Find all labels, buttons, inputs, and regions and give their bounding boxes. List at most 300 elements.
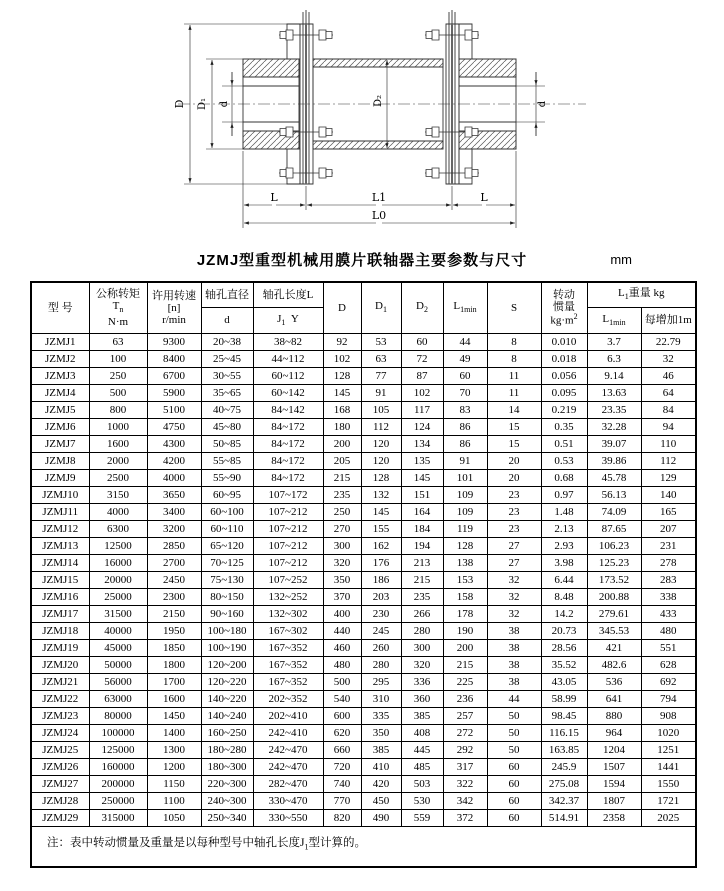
value-cell: 138 xyxy=(443,555,487,572)
value-cell: 194 xyxy=(401,538,443,555)
value-cell: 91 xyxy=(361,385,401,402)
value-cell: 50~85 xyxy=(201,436,253,453)
value-cell: 450 xyxy=(361,793,401,810)
value-cell: 1550 xyxy=(641,776,696,793)
value-cell: 2500 xyxy=(89,470,147,487)
value-cell: 5900 xyxy=(147,385,201,402)
value-cell: 242~470 xyxy=(253,742,323,759)
value-cell: 1807 xyxy=(587,793,641,810)
value-cell: 100000 xyxy=(89,725,147,742)
value-cell: 270 xyxy=(323,521,361,538)
value-cell: 315000 xyxy=(89,810,147,827)
col-header-D2: $D_2$ xyxy=(401,282,443,334)
value-cell: 536 xyxy=(587,674,641,691)
value-cell: 2000 xyxy=(89,453,147,470)
dim-label-L1: L1 xyxy=(371,191,387,204)
value-cell: 60 xyxy=(487,776,541,793)
value-cell: 31500 xyxy=(89,606,147,623)
value-cell: 23.35 xyxy=(587,402,641,419)
table-row xyxy=(31,657,696,674)
value-cell: 2850 xyxy=(147,538,201,555)
value-cell: 2450 xyxy=(147,572,201,589)
value-cell: 15 xyxy=(487,436,541,453)
value-cell: 145 xyxy=(323,385,361,402)
col-header-d: d xyxy=(201,308,253,334)
value-cell: 112 xyxy=(641,453,696,470)
value-cell: 240~300 xyxy=(201,793,253,810)
table-row xyxy=(31,487,696,504)
dim-label-D1: D₁ xyxy=(197,97,208,111)
value-cell: 215 xyxy=(401,572,443,589)
value-cell: 1950 xyxy=(147,623,201,640)
model-cell: JZMJ29 xyxy=(31,810,89,827)
table-row xyxy=(31,691,696,708)
value-cell: 164 xyxy=(401,504,443,521)
value-cell: 38 xyxy=(487,674,541,691)
value-cell: 3400 xyxy=(147,504,201,521)
value-cell: 8 xyxy=(487,334,541,351)
table-row xyxy=(31,742,696,759)
value-cell: 408 xyxy=(401,725,443,742)
value-cell: 420 xyxy=(361,776,401,793)
value-cell: 186 xyxy=(361,572,401,589)
col-header-J1-Y: $J_1$ Y xyxy=(253,308,323,334)
value-cell: 60~110 xyxy=(201,521,253,538)
value-cell: 220~300 xyxy=(201,776,253,793)
table-row xyxy=(31,453,696,470)
table-row xyxy=(31,793,696,810)
value-cell: 107~212 xyxy=(253,521,323,538)
value-cell: 0.97 xyxy=(541,487,587,504)
value-cell: 9300 xyxy=(147,334,201,351)
value-cell: 385 xyxy=(401,708,443,725)
value-cell: 58.99 xyxy=(541,691,587,708)
value-cell: 55~85 xyxy=(201,453,253,470)
model-cell: JZMJ3 xyxy=(31,368,89,385)
value-cell: 295 xyxy=(361,674,401,691)
value-cell: 20000 xyxy=(89,572,147,589)
value-cell: 908 xyxy=(641,708,696,725)
value-cell: 1000 xyxy=(89,419,147,436)
value-cell: 620 xyxy=(323,725,361,742)
table-row xyxy=(31,810,696,827)
value-cell: 1850 xyxy=(147,640,201,657)
value-cell: 116.15 xyxy=(541,725,587,742)
table-footer xyxy=(31,827,696,867)
value-cell: 372 xyxy=(443,810,487,827)
value-cell: 167~352 xyxy=(253,674,323,691)
value-cell: 300 xyxy=(401,640,443,657)
value-cell: 98.45 xyxy=(541,708,587,725)
value-cell: 168 xyxy=(323,402,361,419)
value-cell: 14 xyxy=(487,402,541,419)
value-cell: 1700 xyxy=(147,674,201,691)
value-cell: 84 xyxy=(641,402,696,419)
value-cell: 660 xyxy=(323,742,361,759)
value-cell: 338 xyxy=(641,589,696,606)
dim-label-L-right: L xyxy=(480,191,488,204)
value-cell: 35~65 xyxy=(201,385,253,402)
value-cell: 1600 xyxy=(147,691,201,708)
value-cell: 421 xyxy=(587,640,641,657)
value-cell: 203 xyxy=(361,589,401,606)
value-cell: 60 xyxy=(487,810,541,827)
value-cell: 32 xyxy=(641,351,696,368)
value-cell: 105 xyxy=(361,402,401,419)
value-cell: 20 xyxy=(487,453,541,470)
value-cell: 132~252 xyxy=(253,589,323,606)
model-cell: JZMJ14 xyxy=(31,555,89,572)
value-cell: 820 xyxy=(323,810,361,827)
value-cell: 2300 xyxy=(147,589,201,606)
value-cell: 1721 xyxy=(641,793,696,810)
value-cell: 50000 xyxy=(89,657,147,674)
value-cell: 1800 xyxy=(147,657,201,674)
value-cell: 4300 xyxy=(147,436,201,453)
value-cell: 3200 xyxy=(147,521,201,538)
value-cell: 283 xyxy=(641,572,696,589)
value-cell: 257 xyxy=(443,708,487,725)
value-cell: 231 xyxy=(641,538,696,555)
value-cell: 335 xyxy=(361,708,401,725)
value-cell: 38 xyxy=(487,623,541,640)
value-cell: 1400 xyxy=(147,725,201,742)
value-cell: 0.018 xyxy=(541,351,587,368)
value-cell: 485 xyxy=(401,759,443,776)
value-cell: 23 xyxy=(487,487,541,504)
value-cell: 1100 xyxy=(147,793,201,810)
value-cell: 692 xyxy=(641,674,696,691)
col-header-torque: 公称转矩 $T_n$ N·m xyxy=(89,282,147,334)
value-cell: 0.056 xyxy=(541,368,587,385)
value-cell: 4750 xyxy=(147,419,201,436)
value-cell: 213 xyxy=(401,555,443,572)
dim-label-L0: L0 xyxy=(371,209,387,222)
col-header-model: 型 号 xyxy=(31,282,89,334)
model-cell: JZMJ7 xyxy=(31,436,89,453)
value-cell: 45.78 xyxy=(587,470,641,487)
value-cell: 1050 xyxy=(147,810,201,827)
value-cell: 128 xyxy=(361,470,401,487)
dim-label-D2: D₂ xyxy=(373,94,384,108)
value-cell: 200000 xyxy=(89,776,147,793)
value-cell: 176 xyxy=(361,555,401,572)
model-cell: JZMJ12 xyxy=(31,521,89,538)
value-cell: 3650 xyxy=(147,487,201,504)
value-cell: 202~410 xyxy=(253,708,323,725)
value-cell: 167~352 xyxy=(253,640,323,657)
value-cell: 125000 xyxy=(89,742,147,759)
table-row xyxy=(31,436,696,453)
dimension-lines xyxy=(184,24,545,228)
value-cell: 4000 xyxy=(89,504,147,521)
value-cell: 180~280 xyxy=(201,742,253,759)
value-cell: 84~172 xyxy=(253,436,323,453)
value-cell: 107~172 xyxy=(253,487,323,504)
value-cell: 86 xyxy=(443,419,487,436)
value-cell: 60 xyxy=(487,759,541,776)
value-cell: 39.86 xyxy=(587,453,641,470)
value-cell: 107~212 xyxy=(253,504,323,521)
model-cell: JZMJ9 xyxy=(31,470,89,487)
value-cell: 38 xyxy=(487,657,541,674)
dim-label-d-left: d xyxy=(219,100,230,108)
value-cell: 2700 xyxy=(147,555,201,572)
value-cell: 44~112 xyxy=(253,351,323,368)
value-cell: 60 xyxy=(487,793,541,810)
value-cell: 140 xyxy=(641,487,696,504)
value-cell: 6.3 xyxy=(587,351,641,368)
model-cell: JZMJ24 xyxy=(31,725,89,742)
table-row xyxy=(31,572,696,589)
value-cell: 310 xyxy=(361,691,401,708)
value-cell: 72 xyxy=(401,351,443,368)
value-cell: 1507 xyxy=(587,759,641,776)
value-cell: 35.52 xyxy=(541,657,587,674)
value-cell: 75~130 xyxy=(201,572,253,589)
value-cell: 44 xyxy=(443,334,487,351)
value-cell: 60 xyxy=(401,334,443,351)
value-cell: 250000 xyxy=(89,793,147,810)
value-cell: 63 xyxy=(361,351,401,368)
value-cell: 482.6 xyxy=(587,657,641,674)
value-cell: 120 xyxy=(361,436,401,453)
value-cell: 23 xyxy=(487,521,541,538)
value-cell: 55~90 xyxy=(201,470,253,487)
model-cell: JZMJ23 xyxy=(31,708,89,725)
value-cell: 109 xyxy=(443,504,487,521)
value-cell: 9.14 xyxy=(587,368,641,385)
model-cell: JZMJ19 xyxy=(31,640,89,657)
value-cell: 50 xyxy=(487,742,541,759)
page-title: JZMJ型重型机械用膜片联轴器主要参数与尺寸 xyxy=(196,252,528,269)
value-cell: 32 xyxy=(487,572,541,589)
model-cell: JZMJ26 xyxy=(31,759,89,776)
value-cell: 50 xyxy=(487,725,541,742)
col-header-weight-L1min: $L_{1min}$ xyxy=(587,308,641,334)
value-cell: 27 xyxy=(487,555,541,572)
value-cell: 14.2 xyxy=(541,606,587,623)
value-cell: 20 xyxy=(487,470,541,487)
value-cell: 167~302 xyxy=(253,623,323,640)
value-cell: 145 xyxy=(361,504,401,521)
value-cell: 794 xyxy=(641,691,696,708)
value-cell: 336 xyxy=(401,674,443,691)
value-cell: 770 xyxy=(323,793,361,810)
value-cell: 250 xyxy=(323,504,361,521)
col-header-S: S xyxy=(487,282,541,334)
value-cell: 6.44 xyxy=(541,572,587,589)
model-cell: JZMJ17 xyxy=(31,606,89,623)
value-cell: 400 xyxy=(323,606,361,623)
value-cell: 207 xyxy=(641,521,696,538)
value-cell: 235 xyxy=(401,589,443,606)
value-cell: 282~470 xyxy=(253,776,323,793)
table-row xyxy=(31,368,696,385)
value-cell: 235 xyxy=(323,487,361,504)
col-header-bore-diameter: 轴孔直径 xyxy=(201,282,253,308)
value-cell: 0.010 xyxy=(541,334,587,351)
value-cell: 92 xyxy=(323,334,361,351)
value-cell: 178 xyxy=(443,606,487,623)
value-cell: 330~550 xyxy=(253,810,323,827)
value-cell: 245.9 xyxy=(541,759,587,776)
value-cell: 2358 xyxy=(587,810,641,827)
value-cell: 250 xyxy=(89,368,147,385)
value-cell: 107~212 xyxy=(253,555,323,572)
value-cell: 8 xyxy=(487,351,541,368)
value-cell: 11 xyxy=(487,368,541,385)
value-cell: 32 xyxy=(487,589,541,606)
value-cell: 28.56 xyxy=(541,640,587,657)
value-cell: 0.68 xyxy=(541,470,587,487)
value-cell: 1450 xyxy=(147,708,201,725)
value-cell: 106.23 xyxy=(587,538,641,555)
value-cell: 120 xyxy=(361,453,401,470)
value-cell: 102 xyxy=(323,351,361,368)
table-row xyxy=(31,470,696,487)
value-cell: 46 xyxy=(641,368,696,385)
value-cell: 8400 xyxy=(147,351,201,368)
dim-label-L-left: L xyxy=(270,191,278,204)
col-header-inertia: 转动 惯量 $kg\cdot m^2$ xyxy=(541,282,587,334)
value-cell: 43.05 xyxy=(541,674,587,691)
value-cell: 84~172 xyxy=(253,419,323,436)
value-cell: 1200 xyxy=(147,759,201,776)
value-cell: 160000 xyxy=(89,759,147,776)
value-cell: 15 xyxy=(487,419,541,436)
table-row xyxy=(31,538,696,555)
value-cell: 132~302 xyxy=(253,606,323,623)
value-cell: 80000 xyxy=(89,708,147,725)
value-cell: 1251 xyxy=(641,742,696,759)
model-cell: JZMJ1 xyxy=(31,334,89,351)
value-cell: 242~470 xyxy=(253,759,323,776)
value-cell: 184 xyxy=(401,521,443,538)
value-cell: 200 xyxy=(443,640,487,657)
value-cell: 280 xyxy=(361,657,401,674)
value-cell: 94 xyxy=(641,419,696,436)
value-cell: 330~470 xyxy=(253,793,323,810)
table-row xyxy=(31,555,696,572)
value-cell: 91 xyxy=(443,453,487,470)
value-cell: 322 xyxy=(443,776,487,793)
title-row xyxy=(0,249,724,271)
model-cell: JZMJ27 xyxy=(31,776,89,793)
value-cell: 215 xyxy=(323,470,361,487)
value-cell: 160~250 xyxy=(201,725,253,742)
col-header-weight-per-meter: 每增加1m xyxy=(641,308,696,334)
value-cell: 117 xyxy=(401,402,443,419)
value-cell: 107~212 xyxy=(253,538,323,555)
value-cell: 0.095 xyxy=(541,385,587,402)
col-header-D1: $D_1$ xyxy=(361,282,401,334)
value-cell: 56000 xyxy=(89,674,147,691)
value-cell: 162 xyxy=(361,538,401,555)
value-cell: 151 xyxy=(401,487,443,504)
value-cell: 320 xyxy=(323,555,361,572)
value-cell: 342.37 xyxy=(541,793,587,810)
value-cell: 236 xyxy=(443,691,487,708)
value-cell: 11 xyxy=(487,385,541,402)
value-cell: 63000 xyxy=(89,691,147,708)
value-cell: 1441 xyxy=(641,759,696,776)
value-cell: 84~172 xyxy=(253,470,323,487)
table-row xyxy=(31,623,696,640)
value-cell: 145 xyxy=(401,470,443,487)
value-cell: 385 xyxy=(361,742,401,759)
value-cell: 740 xyxy=(323,776,361,793)
value-cell: 39.07 xyxy=(587,436,641,453)
value-cell: 180 xyxy=(323,419,361,436)
value-cell: 278 xyxy=(641,555,696,572)
model-cell: JZMJ15 xyxy=(31,572,89,589)
table-row xyxy=(31,504,696,521)
model-cell: JZMJ5 xyxy=(31,402,89,419)
value-cell: 65~120 xyxy=(201,538,253,555)
value-cell: 84~142 xyxy=(253,402,323,419)
value-cell: 163.85 xyxy=(541,742,587,759)
value-cell: 56.13 xyxy=(587,487,641,504)
value-cell: 1150 xyxy=(147,776,201,793)
value-cell: 300 xyxy=(323,538,361,555)
value-cell: 4200 xyxy=(147,453,201,470)
value-cell: 460 xyxy=(323,640,361,657)
value-cell: 112 xyxy=(361,419,401,436)
value-cell: 200.88 xyxy=(587,589,641,606)
table-row xyxy=(31,402,696,419)
col-header-weight-group: $L_1$重量 kg xyxy=(587,282,696,308)
value-cell: 3.98 xyxy=(541,555,587,572)
dim-label-d-right: d xyxy=(537,100,548,108)
value-cell: 86 xyxy=(443,436,487,453)
value-cell: 128 xyxy=(323,368,361,385)
model-cell: JZMJ25 xyxy=(31,742,89,759)
model-cell: JZMJ18 xyxy=(31,623,89,640)
parameters-table xyxy=(30,281,697,868)
value-cell: 250~340 xyxy=(201,810,253,827)
value-cell: 0.219 xyxy=(541,402,587,419)
value-cell: 3.7 xyxy=(587,334,641,351)
value-cell: 124 xyxy=(401,419,443,436)
model-cell: JZMJ6 xyxy=(31,419,89,436)
value-cell: 25000 xyxy=(89,589,147,606)
value-cell: 503 xyxy=(401,776,443,793)
value-cell: 275.08 xyxy=(541,776,587,793)
value-cell: 2.13 xyxy=(541,521,587,538)
dimension-labels xyxy=(173,95,548,222)
value-cell: 32.28 xyxy=(587,419,641,436)
value-cell: 433 xyxy=(641,606,696,623)
value-cell: 245 xyxy=(361,623,401,640)
value-cell: 27 xyxy=(487,538,541,555)
value-cell: 480 xyxy=(323,657,361,674)
table-row xyxy=(31,725,696,742)
value-cell: 342 xyxy=(443,793,487,810)
value-cell: 350 xyxy=(361,725,401,742)
value-cell: 134 xyxy=(401,436,443,453)
value-cell: 60~142 xyxy=(253,385,323,402)
value-cell: 530 xyxy=(401,793,443,810)
value-cell: 155 xyxy=(361,521,401,538)
value-cell: 100 xyxy=(89,351,147,368)
value-cell: 4000 xyxy=(147,470,201,487)
value-cell: 0.35 xyxy=(541,419,587,436)
value-cell: 202~352 xyxy=(253,691,323,708)
note-row xyxy=(31,827,696,867)
value-cell: 63 xyxy=(89,334,147,351)
value-cell: 84~172 xyxy=(253,453,323,470)
